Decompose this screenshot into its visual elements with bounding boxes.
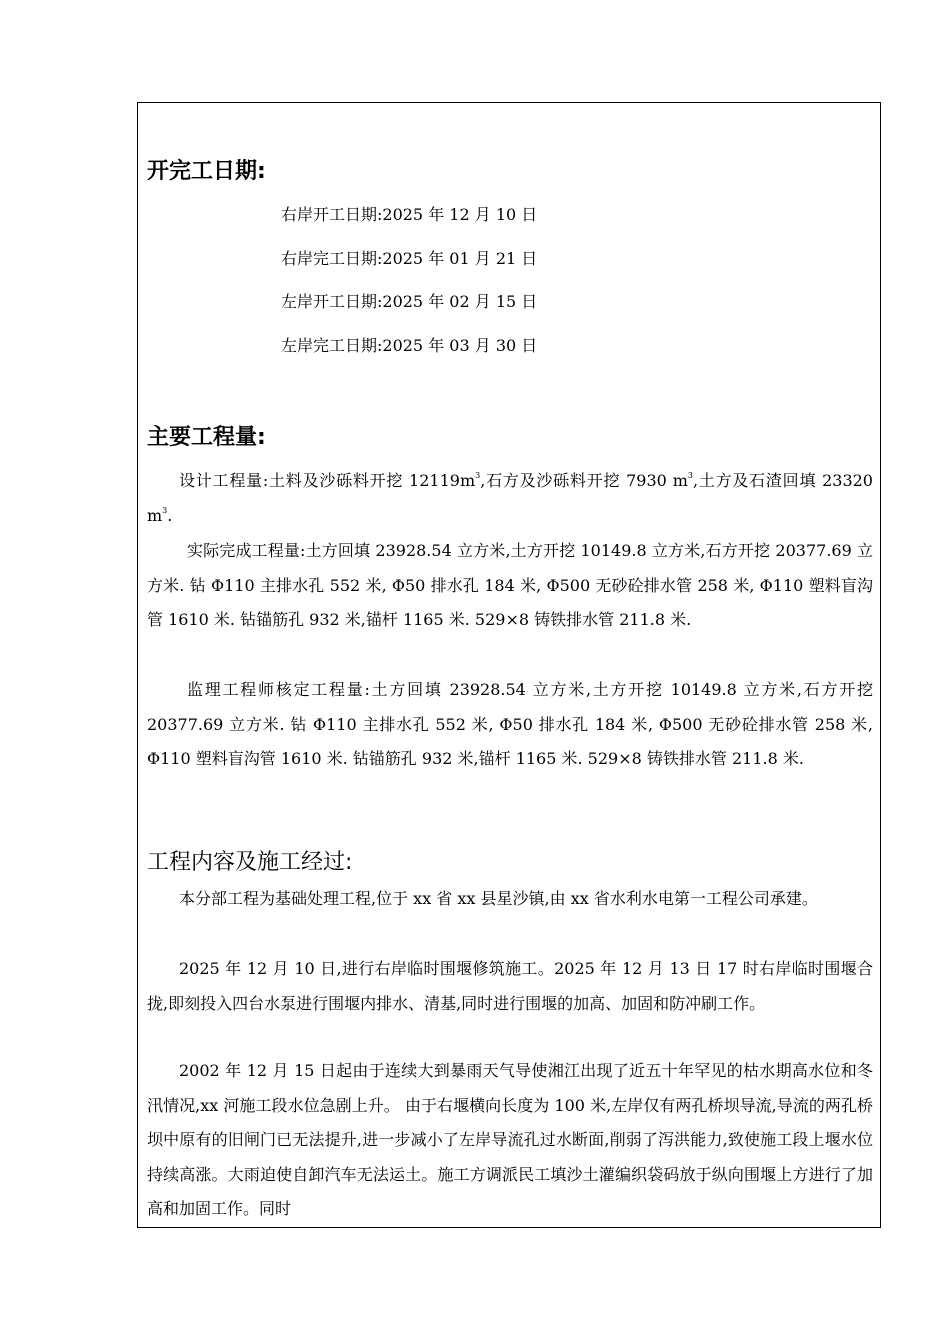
schedule-heading: 开完工日期: xyxy=(147,159,266,184)
date-left-start: 左岸开工日期:2025 年 02 月 15 日 xyxy=(281,292,538,311)
design-quantities-paragraph: 设计工程量:土料及沙砾料开挖 $12119m^3$,石方及沙砾料开挖 7930 $m^3$,土方及石渣回填 23320 $m^3$. xyxy=(147,471,873,525)
date-right-finish: 右岸完工日期:2025 年 01 月 21 日 xyxy=(281,249,538,268)
document-frame xyxy=(137,102,881,1228)
actual-quantities-paragraph: 实际完成工程量:土方回填 23928.54 立方米,土方开挖 10149.8 立方米,石方开挖 20377.69 立方米. 钻 Φ110 主排水孔 552 米, Φ50 排水孔 184 米, Φ500 无砂砼排水管 258 米, Φ110 塑料盲沟管 1610 米. 钻锚筋孔 932 米,锚杆 1165 米. 529×8 铸铁排水管 211.8 米. xyxy=(147,541,873,629)
process-heading: 工程内容及施工经过: xyxy=(147,850,353,875)
process-paragraph-1: 本分部工程为基础处理工程,位于 xx 省 xx 县星沙镇,由 xx 省水利水电第一工程公司承建。 xyxy=(179,889,818,908)
quantities-heading: 主要工程量: xyxy=(147,425,266,450)
process-paragraph-3: 2002 年 12 月 15 日起由于连续大到暴雨天气导使湘江出现了近五十年罕见的枯水期高水位和冬汛情况,xx 河施工段水位急剧上升。 由于右堰横向长度为 100 米,左岸仅有两孔桥坝导流,导流的两孔桥坝中原有的旧闸门已无法提升,进一步减小了左岸导流孔过水断面,削弱了泻洪能力,致使施工段上堰水位持续高涨。大雨迫使自卸汽车无法运土。施工方调派民工填沙土灌编织袋码放于纵向围堰上方进行了加高和加固工作。同时 xyxy=(147,1061,873,1218)
date-right-start: 右岸开工日期:2025 年 12 月 10 日 xyxy=(281,205,538,224)
process-paragraph-2: 2025 年 12 月 10 日,进行右岸临时围堰修筑施工。2025 年 12 月 13 日 17 时右岸临时围堰合拢,即刻投入四台水泵进行围堰内排水、清基,同时进行围堰的加高、加固和防冲刷工作。 xyxy=(147,959,873,1013)
supervisor-quantities-paragraph: 监理工程师核定工程量:土方回填 23928.54 立方米,土方开挖 10149.8 立方米,石方开挖 20377.69 立方米. 钻 Φ110 主排水孔 552 米, Φ50 排水孔 184 米, Φ500 无砂砼排水管 258 米, Φ110 塑料盲沟管 1610 米. 钻锚筋孔 932 米,锚杆 1165 米. 529×8 铸铁排水管 211.8 米. xyxy=(147,680,873,768)
date-left-finish: 左岸完工日期:2025 年 03 月 30 日 xyxy=(281,336,538,355)
